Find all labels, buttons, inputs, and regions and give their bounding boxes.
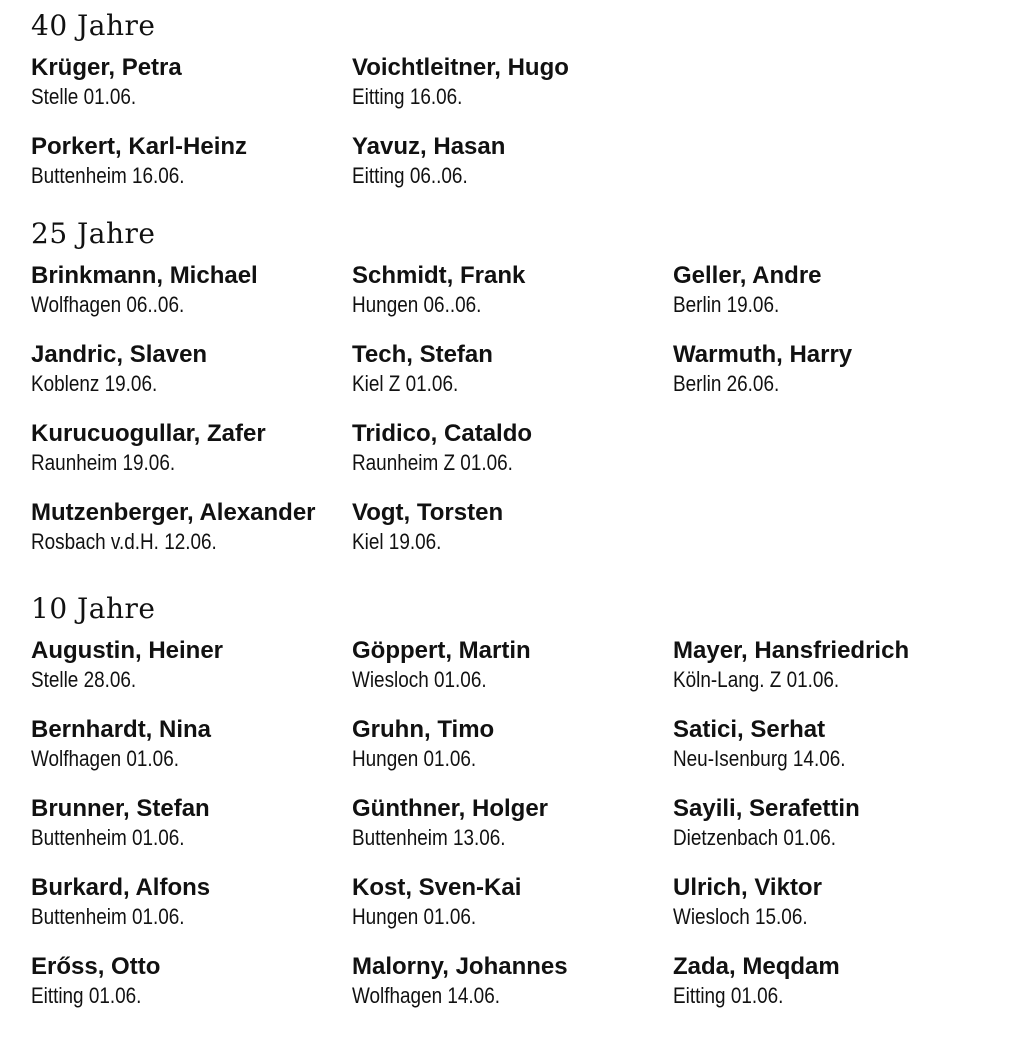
person-detail: Wolfhagen 14.06.: [352, 983, 500, 1008]
list-item: [352, 44, 673, 123]
person-name: Zada, Meqdam: [673, 953, 840, 980]
person-name: Augustin, Heiner: [31, 637, 224, 664]
list-item: [31, 706, 352, 785]
person-name: Gruhn, Timo: [352, 716, 495, 743]
person-name: Schmidt, Frank: [352, 262, 526, 289]
person-detail: Wolfhagen 01.06.: [31, 746, 179, 771]
person-name: Mayer, Hansfriedrich: [673, 637, 910, 664]
entries-grid: [31, 627, 1001, 1022]
section-10-jahre: [31, 591, 1001, 1022]
person-detail: Köln-Lang. Z 01.06.: [673, 667, 840, 692]
column: [673, 44, 994, 202]
person-name: Malorny, Johannes: [352, 953, 568, 980]
person-name: Brinkmann, Michael: [31, 262, 258, 289]
person-detail: Dietzenbach 01.06.: [673, 825, 837, 850]
section-title: 25 Jahre: [31, 217, 156, 250]
list-item: [352, 410, 673, 489]
list-item: [352, 123, 673, 202]
list-item: [31, 864, 352, 943]
list-item: [673, 331, 994, 410]
entries-grid: [31, 44, 1001, 202]
person-detail: Eitting 06..06.: [352, 163, 468, 188]
person-name: Brunner, Stefan: [31, 795, 210, 822]
person-detail: Berlin 26.06.: [673, 371, 780, 396]
list-item: [352, 943, 673, 1022]
person-detail: Eitting 01.06.: [31, 983, 142, 1008]
person-detail: Eitting 16.06.: [352, 84, 463, 109]
list-item: [673, 252, 994, 331]
person-detail: Berlin 19.06.: [673, 292, 780, 317]
person-name: Bernhardt, Nina: [31, 716, 212, 743]
person-name: Kurucuogullar, Zafer: [31, 420, 266, 447]
list-item: [352, 627, 673, 706]
person-name: Satici, Serhat: [673, 716, 826, 743]
person-name: Tridico, Cataldo: [352, 420, 533, 447]
person-detail: Kiel Z 01.06.: [352, 371, 459, 396]
person-name: Burkard, Alfons: [31, 874, 211, 901]
person-detail: Stelle 28.06.: [31, 667, 137, 692]
person-name: Göppert, Martin: [352, 637, 531, 664]
list-item: [31, 785, 352, 864]
list-item: [673, 706, 994, 785]
list-item: [673, 864, 994, 943]
column: [352, 44, 673, 202]
list-item: [31, 489, 352, 568]
person-name: Krüger, Petra: [31, 54, 182, 81]
list-item: [352, 785, 673, 864]
list-item: [673, 943, 994, 1022]
person-name: Vogt, Torsten: [352, 499, 504, 526]
person-name: Sayili, Serafettin: [673, 795, 860, 822]
list-item: [31, 123, 352, 202]
person-name: Erőss, Otto: [31, 953, 161, 980]
person-name: Ulrich, Viktor: [673, 874, 822, 901]
section-title: 10 Jahre: [31, 592, 156, 625]
column: [673, 627, 994, 1022]
person-detail: Raunheim Z 01.06.: [352, 450, 513, 475]
list-item: [352, 706, 673, 785]
person-name: Porkert, Karl-Heinz: [31, 133, 248, 160]
person-name: Warmuth, Harry: [673, 341, 853, 368]
person-name: Geller, Andre: [673, 262, 822, 289]
list-item: [31, 44, 352, 123]
column: [352, 252, 673, 568]
person-detail: Buttenheim 01.06.: [31, 825, 185, 850]
list-item: [31, 627, 352, 706]
person-detail: Buttenheim 01.06.: [31, 904, 185, 929]
person-detail: Wiesloch 01.06.: [352, 667, 487, 692]
person-name: Yavuz, Hasan: [352, 133, 506, 160]
person-name: Voichtleitner, Hugo: [352, 54, 569, 81]
person-name: Jandric, Slaven: [31, 341, 208, 368]
list-item: [31, 331, 352, 410]
list-item: [673, 785, 994, 864]
person-name: Günthner, Holger: [352, 795, 549, 822]
person-detail: Hungen 06..06.: [352, 292, 482, 317]
list-item: [352, 252, 673, 331]
person-detail: Hungen 01.06.: [352, 746, 477, 771]
person-detail: Rosbach v.d.H. 12.06.: [31, 529, 217, 554]
entries-grid: [31, 252, 1001, 568]
list-item: [31, 943, 352, 1022]
list-item: [352, 864, 673, 943]
section-40-jahre: [31, 8, 1001, 216]
person-detail: Buttenheim 13.06.: [352, 825, 506, 850]
section-25-jahre: [31, 216, 1001, 591]
list-item: [31, 252, 352, 331]
person-detail: Buttenheim 16.06.: [31, 163, 185, 188]
column: [352, 627, 673, 1022]
list-item: [31, 410, 352, 489]
person-detail: Raunheim 19.06.: [31, 450, 176, 475]
column: [673, 252, 994, 568]
section-title: 40 Jahre: [31, 9, 156, 42]
column: [31, 252, 352, 568]
column: [31, 627, 352, 1022]
column: [31, 44, 352, 202]
person-name: Mutzenberger, Alexander: [31, 499, 316, 526]
person-detail: Neu-Isenburg 14.06.: [673, 746, 846, 771]
person-name: Kost, Sven-Kai: [352, 874, 522, 901]
person-name: Tech, Stefan: [352, 341, 493, 368]
person-detail: Wolfhagen 06..06.: [31, 292, 185, 317]
list-item: [673, 627, 994, 706]
list-item: [352, 331, 673, 410]
person-detail: Eitting 01.06.: [673, 983, 784, 1008]
person-detail: Kiel 19.06.: [352, 529, 442, 554]
anniversary-list: [31, 8, 1001, 1022]
list-item: [352, 489, 673, 568]
person-detail: Koblenz 19.06.: [31, 371, 158, 396]
person-detail: Wiesloch 15.06.: [673, 904, 808, 929]
person-detail: Stelle 01.06.: [31, 84, 137, 109]
person-detail: Hungen 01.06.: [352, 904, 477, 929]
